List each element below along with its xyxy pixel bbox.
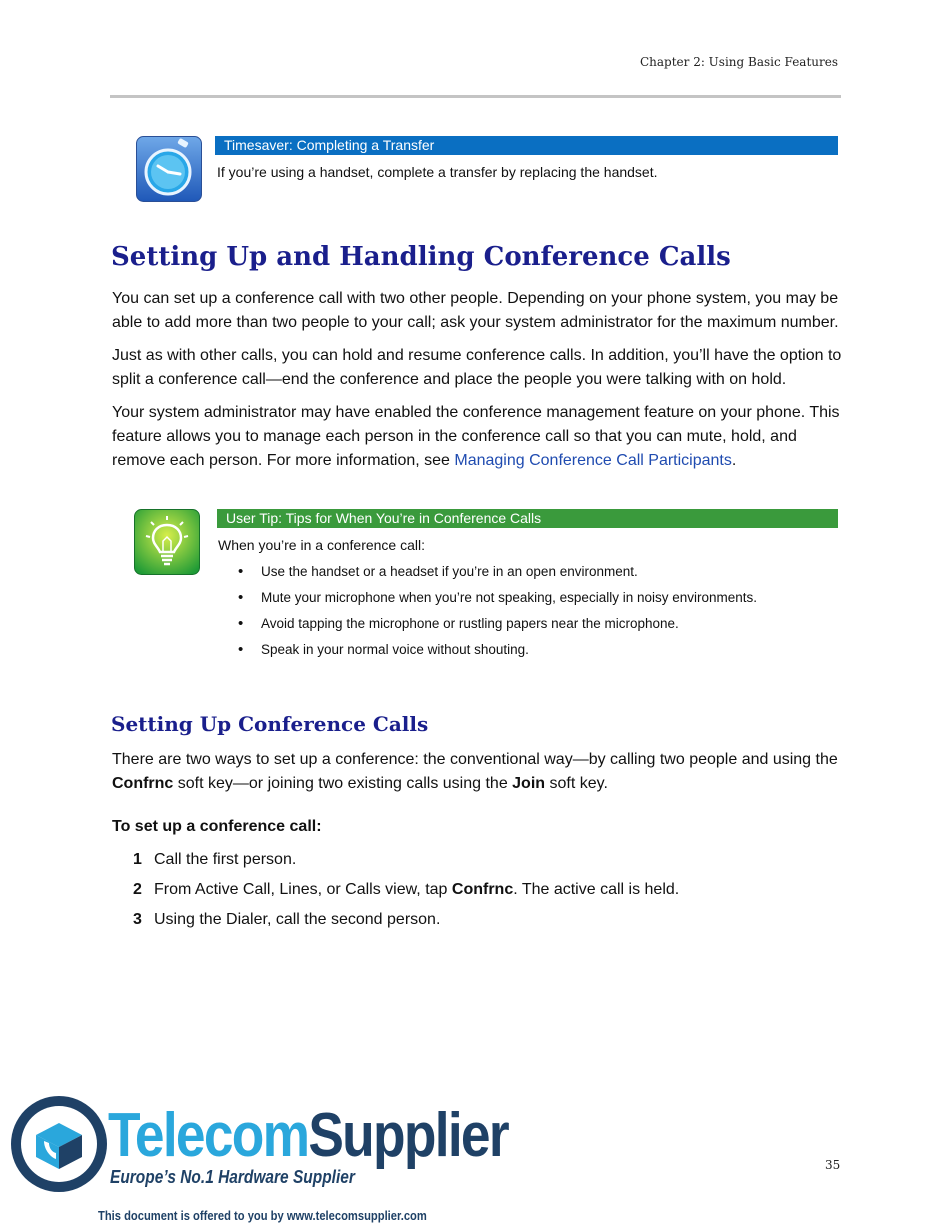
paragraph-3-text: Your system administrator may have enabled the conference management feature on your phone. This feature allows you to manage each person in the conference call so that you can mute, hold, and remove each person. For more information, see [112, 404, 840, 469]
logo-wordmark-part1: Telecom [108, 1101, 309, 1170]
user-tip-intro: When you’re in a conference call: [218, 537, 425, 553]
paragraph-2: Just as with other calls, you can hold and resume conference calls. In addition, you’ll have the option to split a conference call—end the conference and place the people you were talking with on hold. [112, 347, 842, 388]
user-tip-title-bar: User Tip: Tips for When You’re in Conference Calls [217, 509, 838, 528]
step-item [133, 875, 679, 905]
paragraph-1: You can set up a conference call with two other people. Depending on your phone system, you may be able to add more than two people to your call; ask your system administrator for the maximum number. [112, 290, 839, 331]
subsection-title: Setting Up Conference Calls [111, 712, 429, 736]
running-header: Chapter 2: Using Basic Features [639, 55, 838, 69]
intro-text-e: soft key. [545, 775, 608, 792]
step-text: Call the first person. [154, 851, 297, 868]
managing-conference-link[interactable]: Managing Conference Call Participants [454, 452, 732, 469]
step-text-end: . The active call is held. [513, 881, 680, 898]
step-key-name: Confrnc [451, 881, 514, 898]
timesaver-title-bar: Timesaver: Completing a Transfer [215, 136, 838, 155]
logo-wordmark [108, 1101, 508, 1171]
step-text: From Active Call, Lines, or Calls view, tap [154, 881, 452, 898]
lightbulb-icon [134, 509, 198, 573]
logo-wordmark-part2: Supplier [308, 1101, 508, 1170]
procedure-steps [133, 845, 679, 935]
step-number: 1 [133, 851, 142, 868]
intro-text-a: There are two ways to set up a conference: the conventional way—by calling two people and using the [112, 751, 838, 768]
footer-note: This document is offered to you by www.telecomsupplier.com [98, 1208, 427, 1223]
list-item: • Avoid tapping the microphone or rustling papers near the microphone. [238, 611, 757, 637]
step-text: Using the Dialer, call the second person. [154, 911, 441, 928]
step-item [133, 845, 679, 875]
list-item: • Mute your microphone when you’re not speaking, especially in noisy environments. [238, 585, 757, 611]
step-item [133, 905, 679, 935]
header-rule [110, 95, 841, 98]
page-number: 35 [825, 1158, 841, 1172]
stopwatch-icon [136, 136, 200, 200]
step-number: 2 [133, 881, 142, 898]
intro-text-c: soft key—or joining two existing calls using the [173, 775, 513, 792]
telecomsupplier-logo-icon [10, 1095, 108, 1198]
paragraph-3-end: . [731, 452, 737, 469]
list-item: • Speak in your normal voice without shouting. [238, 637, 757, 663]
subsection-intro [112, 748, 842, 796]
user-tip-list [238, 559, 757, 663]
timesaver-text: If you’re using a handset, complete a transfer by replacing the handset. [217, 164, 658, 180]
confrnc-key-name: Confrnc [112, 775, 174, 792]
step-number: 3 [133, 911, 142, 928]
logo-tagline: Europe’s No.1 Hardware Supplier [110, 1167, 355, 1187]
join-key-name: Join [512, 775, 546, 792]
section-title: Setting Up and Handling Conference Calls [111, 242, 731, 272]
paragraph-3 [112, 401, 842, 473]
list-item: • Use the handset or a headset if you’re in an open environment. [238, 559, 757, 585]
procedure-title: To set up a conference call: [112, 818, 322, 835]
